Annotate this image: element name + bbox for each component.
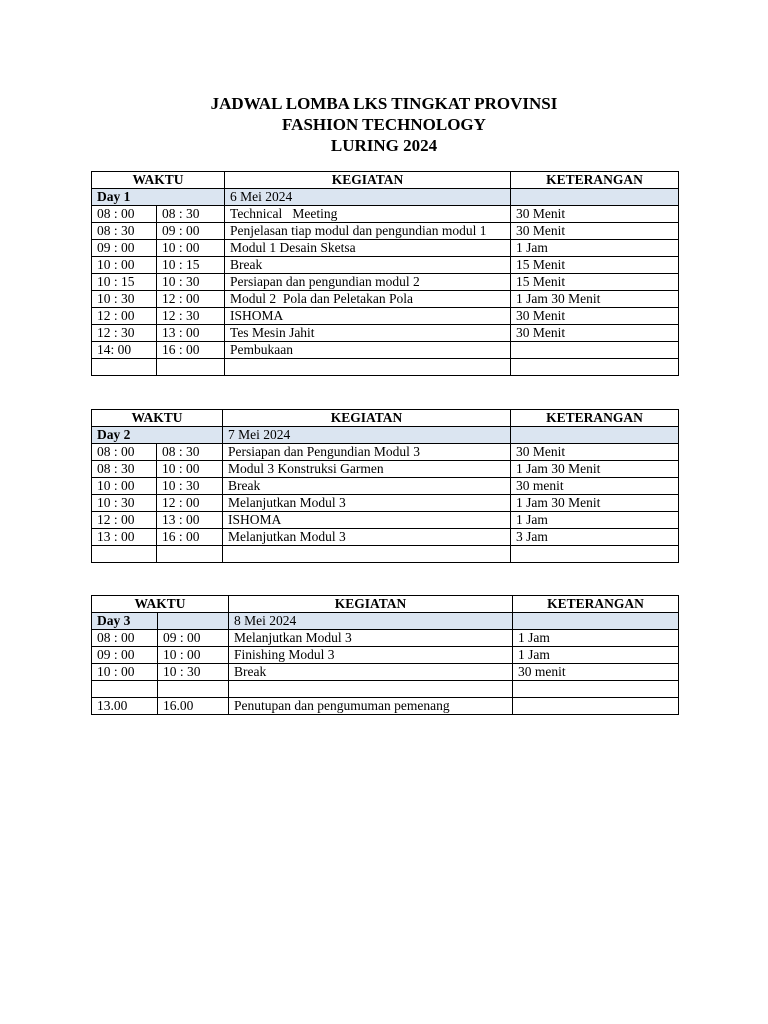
day-label: Day 2 xyxy=(92,427,223,444)
day-label: Day 1 xyxy=(92,189,225,206)
end-time: 16 : 00 xyxy=(157,342,225,359)
table-header-row xyxy=(92,596,679,613)
end-time xyxy=(157,359,225,376)
header-waktu: WAKTU xyxy=(92,410,223,427)
header-waktu: WAKTU xyxy=(92,172,225,189)
day-label: Day 3 xyxy=(92,613,158,630)
note xyxy=(513,681,679,698)
activity xyxy=(225,359,511,376)
activity: Break xyxy=(223,478,511,495)
start-time: 09 : 00 xyxy=(92,647,158,664)
end-time: 10 : 15 xyxy=(157,257,225,274)
day-date: 7 Mei 2024 xyxy=(223,427,511,444)
end-time: 08 : 30 xyxy=(157,206,225,223)
start-time: 13.00 xyxy=(92,698,158,715)
schedule-table-day-2 xyxy=(91,409,679,563)
end-time: 12 : 00 xyxy=(157,291,225,308)
end-time xyxy=(157,546,223,563)
day-date: 8 Mei 2024 xyxy=(229,613,513,630)
activity: Break xyxy=(229,664,513,681)
start-time: 09 : 00 xyxy=(92,240,157,257)
day-note xyxy=(511,189,679,206)
note xyxy=(511,342,679,359)
start-time: 10 : 15 xyxy=(92,274,157,291)
note: 30 Menit xyxy=(511,444,679,461)
activity: Break xyxy=(225,257,511,274)
table-row xyxy=(92,325,679,342)
start-time: 10 : 00 xyxy=(92,664,158,681)
note: 1 Jam 30 Menit xyxy=(511,461,679,478)
note: 1 Jam xyxy=(511,512,679,529)
end-time: 12 : 00 xyxy=(157,495,223,512)
table-row xyxy=(92,257,679,274)
table-row xyxy=(92,664,679,681)
end-time: 16.00 xyxy=(158,698,229,715)
table-row xyxy=(92,529,679,546)
table-row xyxy=(92,274,679,291)
activity: Persiapan dan Pengundian Modul 3 xyxy=(223,444,511,461)
header-keterangan: KETERANGAN xyxy=(511,410,679,427)
day-note xyxy=(511,427,679,444)
note: 30 Menit xyxy=(511,325,679,342)
note: 1 Jam xyxy=(513,630,679,647)
activity: Finishing Modul 3 xyxy=(229,647,513,664)
header-waktu: WAKTU xyxy=(92,596,229,613)
note: 1 Jam xyxy=(513,647,679,664)
start-time xyxy=(92,681,158,698)
header-kegiatan: KEGIATAN xyxy=(225,172,511,189)
activity: Melanjutkan Modul 3 xyxy=(223,495,511,512)
note: 3 Jam xyxy=(511,529,679,546)
activity: Modul 3 Konstruksi Garmen xyxy=(223,461,511,478)
start-time: 08 : 30 xyxy=(92,461,157,478)
note: 15 Menit xyxy=(511,257,679,274)
day-row xyxy=(92,427,679,444)
start-time: 14: 00 xyxy=(92,342,157,359)
table-header-row xyxy=(92,410,679,427)
activity: Pembukaan xyxy=(225,342,511,359)
table-row xyxy=(92,342,679,359)
header-kegiatan: KEGIATAN xyxy=(229,596,513,613)
table-header-row xyxy=(92,172,679,189)
end-time xyxy=(158,681,229,698)
note: 30 Menit xyxy=(511,223,679,240)
day-note xyxy=(513,613,679,630)
start-time: 10 : 30 xyxy=(92,291,157,308)
table-row xyxy=(92,291,679,308)
activity: Tes Mesin Jahit xyxy=(225,325,511,342)
header-keterangan: KETERANGAN xyxy=(513,596,679,613)
note xyxy=(511,546,679,563)
start-time: 10 : 00 xyxy=(92,478,157,495)
start-time: 12 : 00 xyxy=(92,308,157,325)
activity: Modul 2 Pola dan Peletakan Pola xyxy=(225,291,511,308)
table-row xyxy=(92,444,679,461)
note: 30 Menit xyxy=(511,206,679,223)
end-time: 10 : 30 xyxy=(157,478,223,495)
end-time: 13 : 00 xyxy=(157,325,225,342)
day-date: 6 Mei 2024 xyxy=(225,189,511,206)
activity: Penutupan dan pengumuman pemenang xyxy=(229,698,513,715)
activity: Persiapan dan pengundian modul 2 xyxy=(225,274,511,291)
schedule-table-day-3 xyxy=(91,595,679,715)
end-time: 10 : 00 xyxy=(158,647,229,664)
activity: ISHOMA xyxy=(223,512,511,529)
title-line-3: LURING 2024 xyxy=(330,136,438,155)
table-row xyxy=(92,647,679,664)
table-row xyxy=(92,478,679,495)
document-title xyxy=(0,93,768,156)
note: 1 Jam xyxy=(511,240,679,257)
table-row xyxy=(92,223,679,240)
start-time: 12 : 30 xyxy=(92,325,157,342)
table-row-empty xyxy=(92,546,679,563)
end-time: 10 : 00 xyxy=(157,240,225,257)
table-row-empty xyxy=(92,681,679,698)
note: 30 menit xyxy=(511,478,679,495)
day-label-spacer xyxy=(158,613,229,630)
start-time: 08 : 00 xyxy=(92,206,157,223)
end-time: 12 : 30 xyxy=(157,308,225,325)
start-time xyxy=(92,546,157,563)
activity xyxy=(223,546,511,563)
start-time: 10 : 30 xyxy=(92,495,157,512)
end-time: 13 : 00 xyxy=(157,512,223,529)
header-keterangan: KETERANGAN xyxy=(511,172,679,189)
start-time: 08 : 00 xyxy=(92,444,157,461)
end-time: 10 : 00 xyxy=(157,461,223,478)
start-time: 10 : 00 xyxy=(92,257,157,274)
day-row xyxy=(92,613,679,630)
title-line-1: JADWAL LOMBA LKS TINGKAT PROVINSI xyxy=(210,94,558,113)
end-time: 09 : 00 xyxy=(157,223,225,240)
activity: Penjelasan tiap modul dan pengundian modul 1 xyxy=(225,223,511,240)
end-time: 16 : 00 xyxy=(157,529,223,546)
start-time: 13 : 00 xyxy=(92,529,157,546)
note xyxy=(511,359,679,376)
table-row xyxy=(92,240,679,257)
table-row xyxy=(92,206,679,223)
note: 30 Menit xyxy=(511,308,679,325)
table-row xyxy=(92,698,679,715)
activity: Melanjutkan Modul 3 xyxy=(229,630,513,647)
activity: Modul 1 Desain Sketsa xyxy=(225,240,511,257)
table-row xyxy=(92,495,679,512)
note xyxy=(513,698,679,715)
end-time: 08 : 30 xyxy=(157,444,223,461)
table-row xyxy=(92,630,679,647)
activity xyxy=(229,681,513,698)
start-time xyxy=(92,359,157,376)
day-row xyxy=(92,189,679,206)
schedule-table-day-1 xyxy=(91,171,679,376)
end-time: 09 : 00 xyxy=(158,630,229,647)
title-line-2: FASHION TECHNOLOGY xyxy=(282,115,486,134)
activity: ISHOMA xyxy=(225,308,511,325)
table-row xyxy=(92,461,679,478)
table-row xyxy=(92,308,679,325)
start-time: 12 : 00 xyxy=(92,512,157,529)
table-row-empty xyxy=(92,359,679,376)
note: 15 Menit xyxy=(511,274,679,291)
activity: Melanjutkan Modul 3 xyxy=(223,529,511,546)
header-kegiatan: KEGIATAN xyxy=(223,410,511,427)
note: 1 Jam 30 Menit xyxy=(511,291,679,308)
activity: Technical Meeting xyxy=(225,206,511,223)
table-row xyxy=(92,512,679,529)
start-time: 08 : 30 xyxy=(92,223,157,240)
note: 1 Jam 30 Menit xyxy=(511,495,679,512)
start-time: 08 : 00 xyxy=(92,630,158,647)
note: 30 menit xyxy=(513,664,679,681)
end-time: 10 : 30 xyxy=(157,274,225,291)
end-time: 10 : 30 xyxy=(158,664,229,681)
